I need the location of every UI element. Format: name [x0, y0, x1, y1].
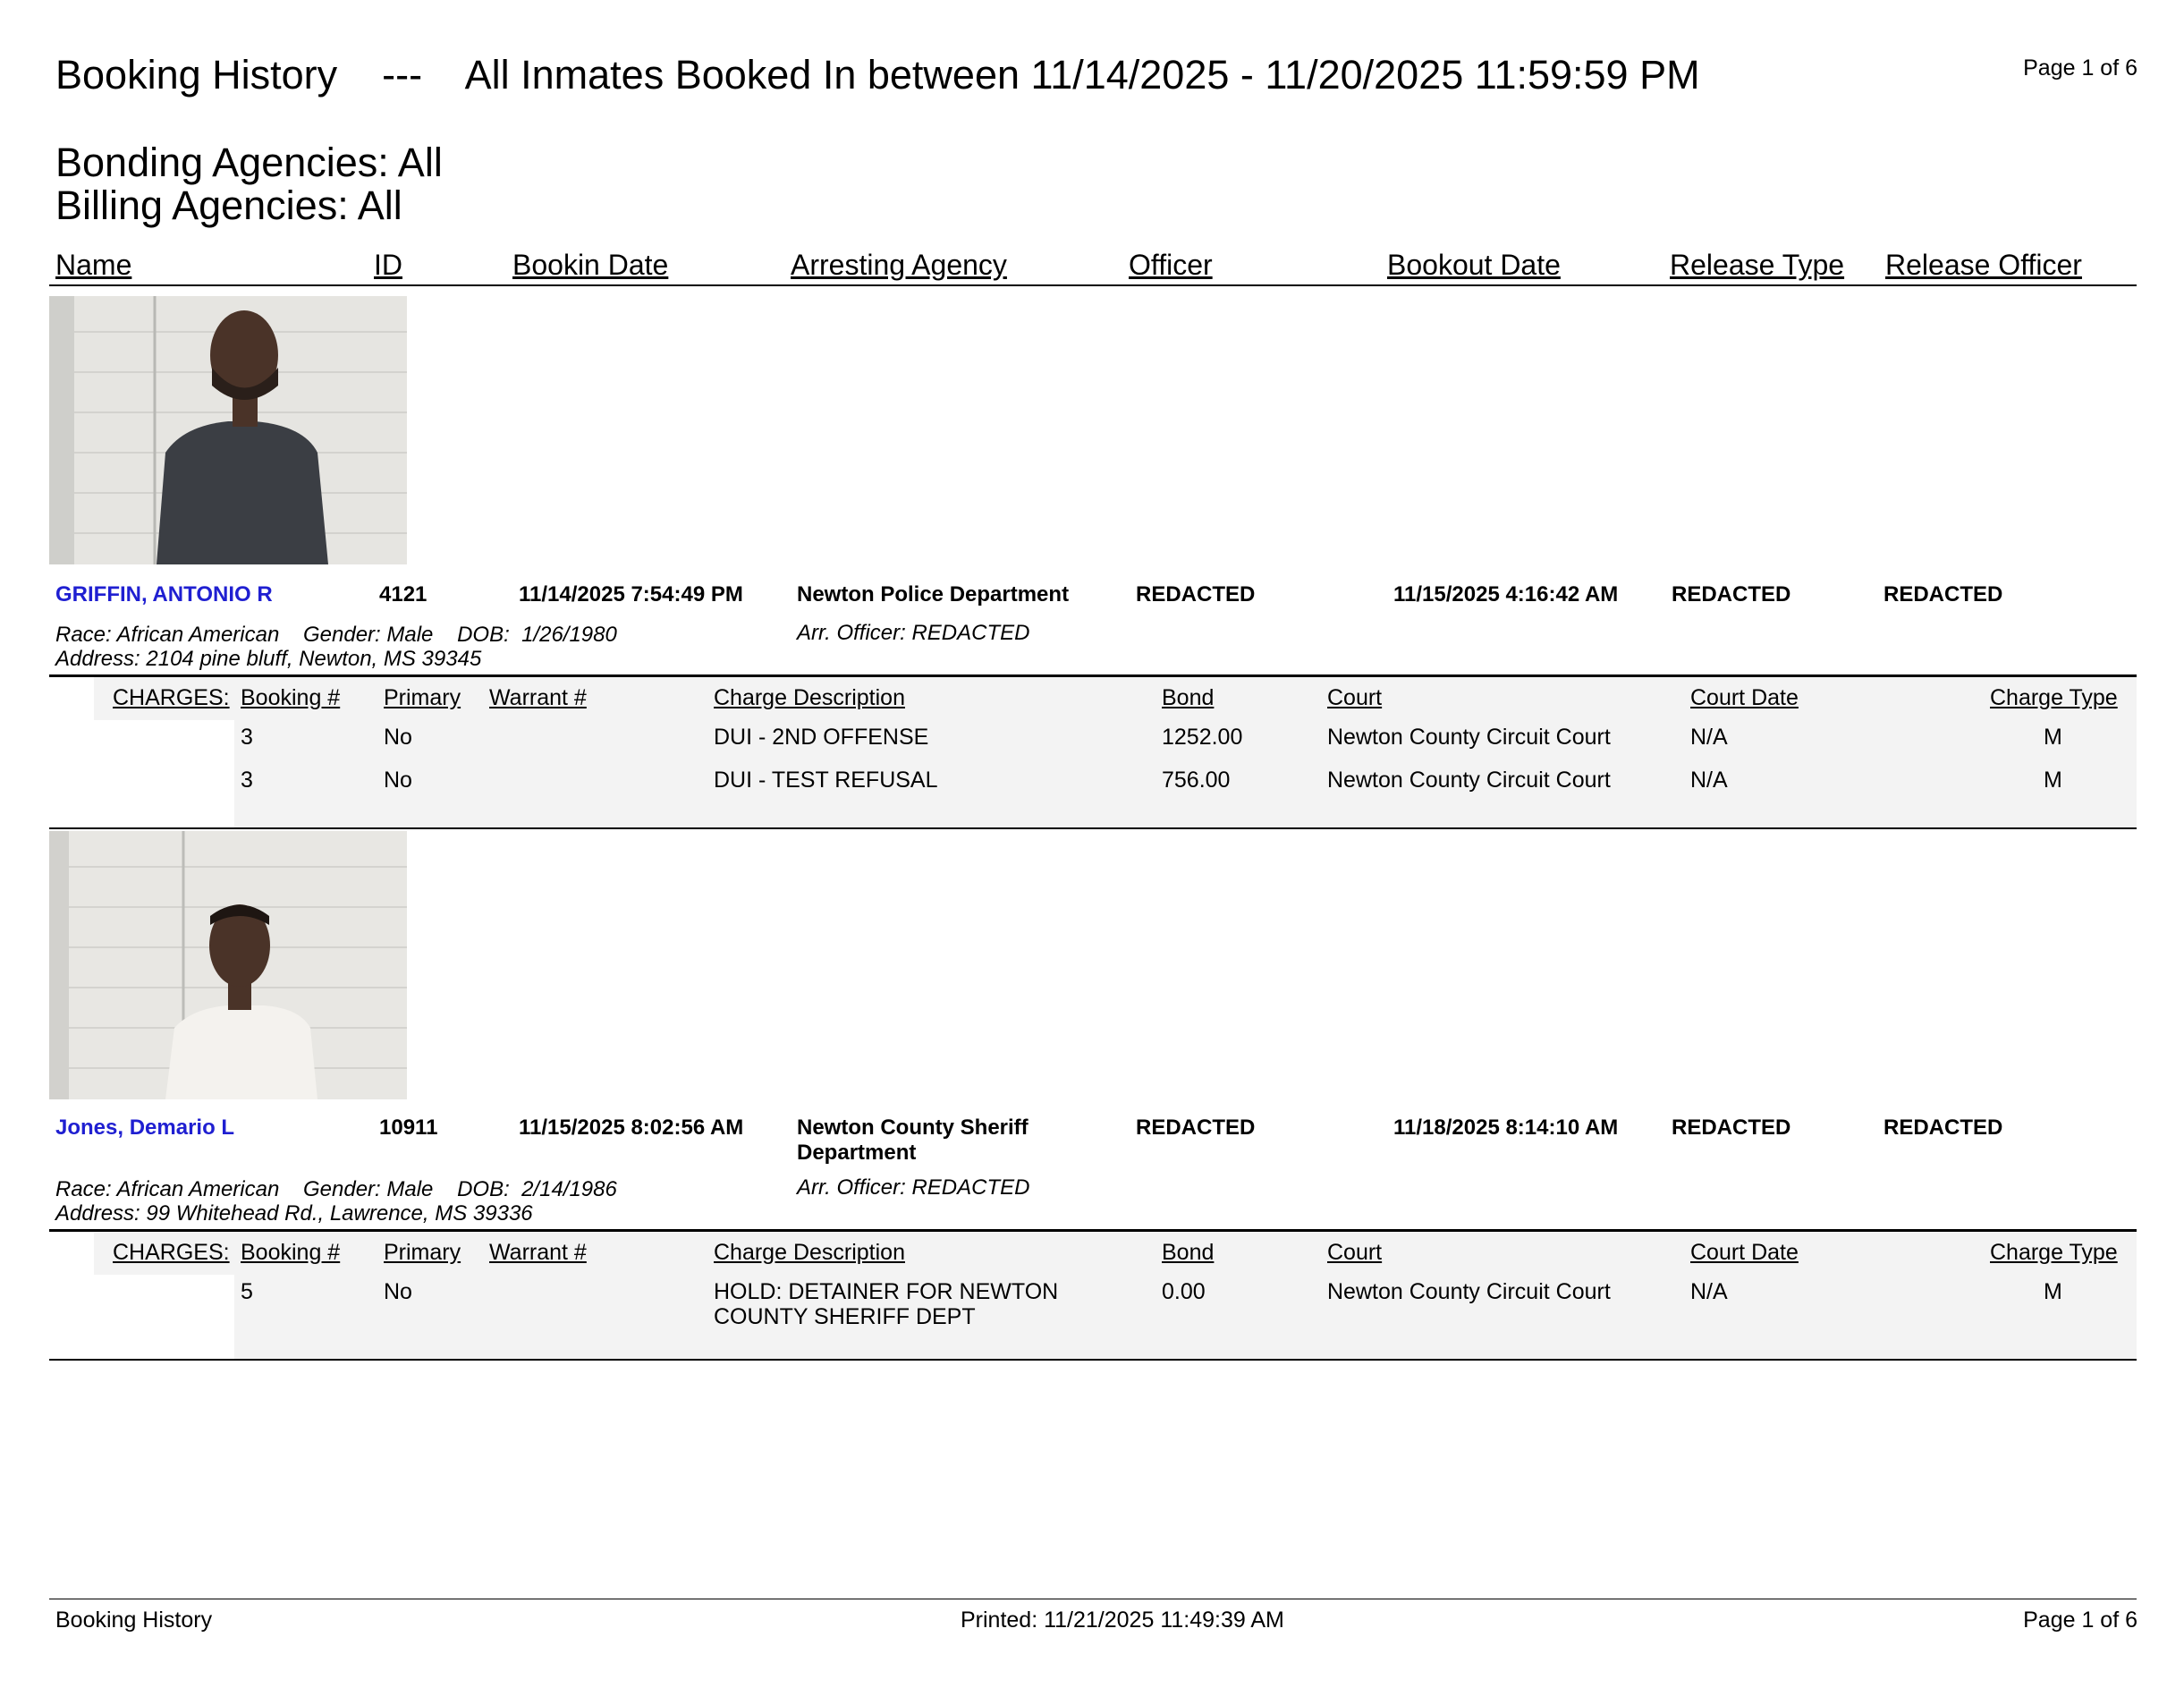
- arr-officer: Arr. Officer: REDACTED: [797, 621, 1030, 645]
- col-bookin-date: Bookin Date: [512, 249, 669, 281]
- inmate-name[interactable]: GRIFFIN, ANTONIO R: [55, 582, 273, 606]
- release-type: REDACTED: [1672, 582, 1791, 606]
- arresting-agency: Newton County Sheriff: [797, 1115, 1029, 1140]
- charge-booking: 5: [241, 1279, 253, 1304]
- release-officer: REDACTED: [1883, 1115, 2003, 1140]
- charge-description: DUI - TEST REFUSAL: [714, 768, 938, 793]
- bookin-date: 11/15/2025 8:02:56 AM: [519, 1115, 744, 1140]
- charge-col-court-date: Court Date: [1690, 1240, 1799, 1265]
- col-bookout-date: Bookout Date: [1387, 249, 1561, 281]
- charge-court-date: N/A: [1690, 1279, 1728, 1304]
- arr-officer: Arr. Officer: REDACTED: [797, 1175, 1030, 1200]
- charge-type: M: [2044, 725, 2062, 750]
- charge-col-booking: Booking #: [241, 685, 341, 710]
- charge-court-date: N/A: [1690, 768, 1728, 793]
- charge-col-description: Charge Description: [714, 1240, 905, 1265]
- col-release-officer: Release Officer: [1885, 249, 2082, 281]
- charge-col-court: Court: [1327, 685, 1383, 710]
- col-id: ID: [374, 249, 402, 281]
- footer-page-number: Page 1 of 6: [2023, 1607, 2137, 1633]
- bookout-date: 11/15/2025 4:16:42 AM: [1393, 582, 1619, 606]
- address: Address: 99 Whitehead Rd., Lawrence, MS 39336: [55, 1201, 533, 1226]
- arresting-agency-line2: Department: [797, 1141, 917, 1165]
- charge-booking: 3: [241, 768, 253, 793]
- address: Address: 2104 pine bluff, Newton, MS 39345: [55, 647, 482, 671]
- footer-title: Booking History: [55, 1607, 213, 1633]
- charges-label: CHARGES:: [113, 685, 230, 710]
- report-title: Booking History --- All Inmates Booked In between 11/14/2025 - 11/20/2025 11:59:59 PM: [55, 52, 1700, 98]
- charge-primary: No: [384, 768, 412, 793]
- demographics: Race: African American Gender: Male DOB: 2/14/1986: [55, 1177, 617, 1201]
- demographics: Race: African American Gender: Male DOB: 1/26/1980: [55, 623, 617, 647]
- charge-description: HOLD: DETAINER FOR NEWTON: [714, 1279, 1059, 1304]
- charge-court: Newton County Circuit Court: [1327, 1279, 1611, 1304]
- charge-bond: 0.00: [1162, 1279, 1206, 1304]
- inmate-photo: [49, 831, 407, 1099]
- col-release-type: Release Type: [1670, 249, 1845, 281]
- bookin-date: 11/14/2025 7:54:49 PM: [519, 582, 743, 606]
- charge-court-date: N/A: [1690, 725, 1728, 750]
- charge-booking: 3: [241, 725, 253, 750]
- charge-col-primary: Primary: [384, 685, 461, 710]
- footer-printed: Printed: 11/21/2025 11:49:39 AM: [961, 1607, 1284, 1633]
- charges-label: CHARGES:: [113, 1240, 230, 1265]
- charge-col-warrant: Warrant #: [489, 685, 587, 710]
- charge-bond: 1252.00: [1162, 725, 1243, 750]
- record-end-rule: [49, 1359, 2137, 1361]
- record-end-rule: [49, 827, 2137, 829]
- charge-col-primary: Primary: [384, 1240, 461, 1265]
- charge-col-bond: Bond: [1162, 685, 1215, 710]
- charge-bond: 756.00: [1162, 768, 1231, 793]
- page-number-top: Page 1 of 6: [2023, 55, 2137, 81]
- inmate-photo: [49, 296, 407, 564]
- header-rule: [49, 284, 2137, 286]
- charge-type: M: [2044, 1279, 2062, 1304]
- arresting-agency: Newton Police Department: [797, 582, 1070, 606]
- charge-court: Newton County Circuit Court: [1327, 768, 1611, 793]
- charge-col-court-date: Court Date: [1690, 685, 1799, 710]
- charge-description-line2: COUNTY SHERIFF DEPT: [714, 1304, 976, 1329]
- charge-court: Newton County Circuit Court: [1327, 725, 1611, 750]
- charge-primary: No: [384, 725, 412, 750]
- col-name: Name: [55, 249, 132, 281]
- charge-col-bond: Bond: [1162, 1240, 1215, 1265]
- col-arresting-agency: Arresting Agency: [791, 249, 1007, 281]
- charge-col-charge-type: Charge Type: [1990, 1240, 2118, 1265]
- charge-col-booking: Booking #: [241, 1240, 341, 1265]
- bookout-date: 11/18/2025 8:14:10 AM: [1393, 1115, 1619, 1140]
- charge-description: DUI - 2ND OFFENSE: [714, 725, 929, 750]
- charge-col-warrant: Warrant #: [489, 1240, 587, 1265]
- col-officer: Officer: [1129, 249, 1213, 281]
- charge-col-charge-type: Charge Type: [1990, 685, 2118, 710]
- charge-primary: No: [384, 1279, 412, 1304]
- release-officer: REDACTED: [1883, 582, 2003, 606]
- bonding-agencies: Bonding Agencies: All: [55, 140, 443, 185]
- release-type: REDACTED: [1672, 1115, 1791, 1140]
- officer: REDACTED: [1136, 582, 1256, 606]
- inmate-id: 10911: [379, 1115, 438, 1140]
- inmate-id: 4121: [379, 582, 427, 606]
- inmate-name[interactable]: Jones, Demario L: [55, 1115, 235, 1140]
- charge-col-description: Charge Description: [714, 685, 905, 710]
- charge-col-court: Court: [1327, 1240, 1383, 1265]
- billing-agencies: Billing Agencies: All: [55, 182, 402, 228]
- officer: REDACTED: [1136, 1115, 1256, 1140]
- charge-type: M: [2044, 768, 2062, 793]
